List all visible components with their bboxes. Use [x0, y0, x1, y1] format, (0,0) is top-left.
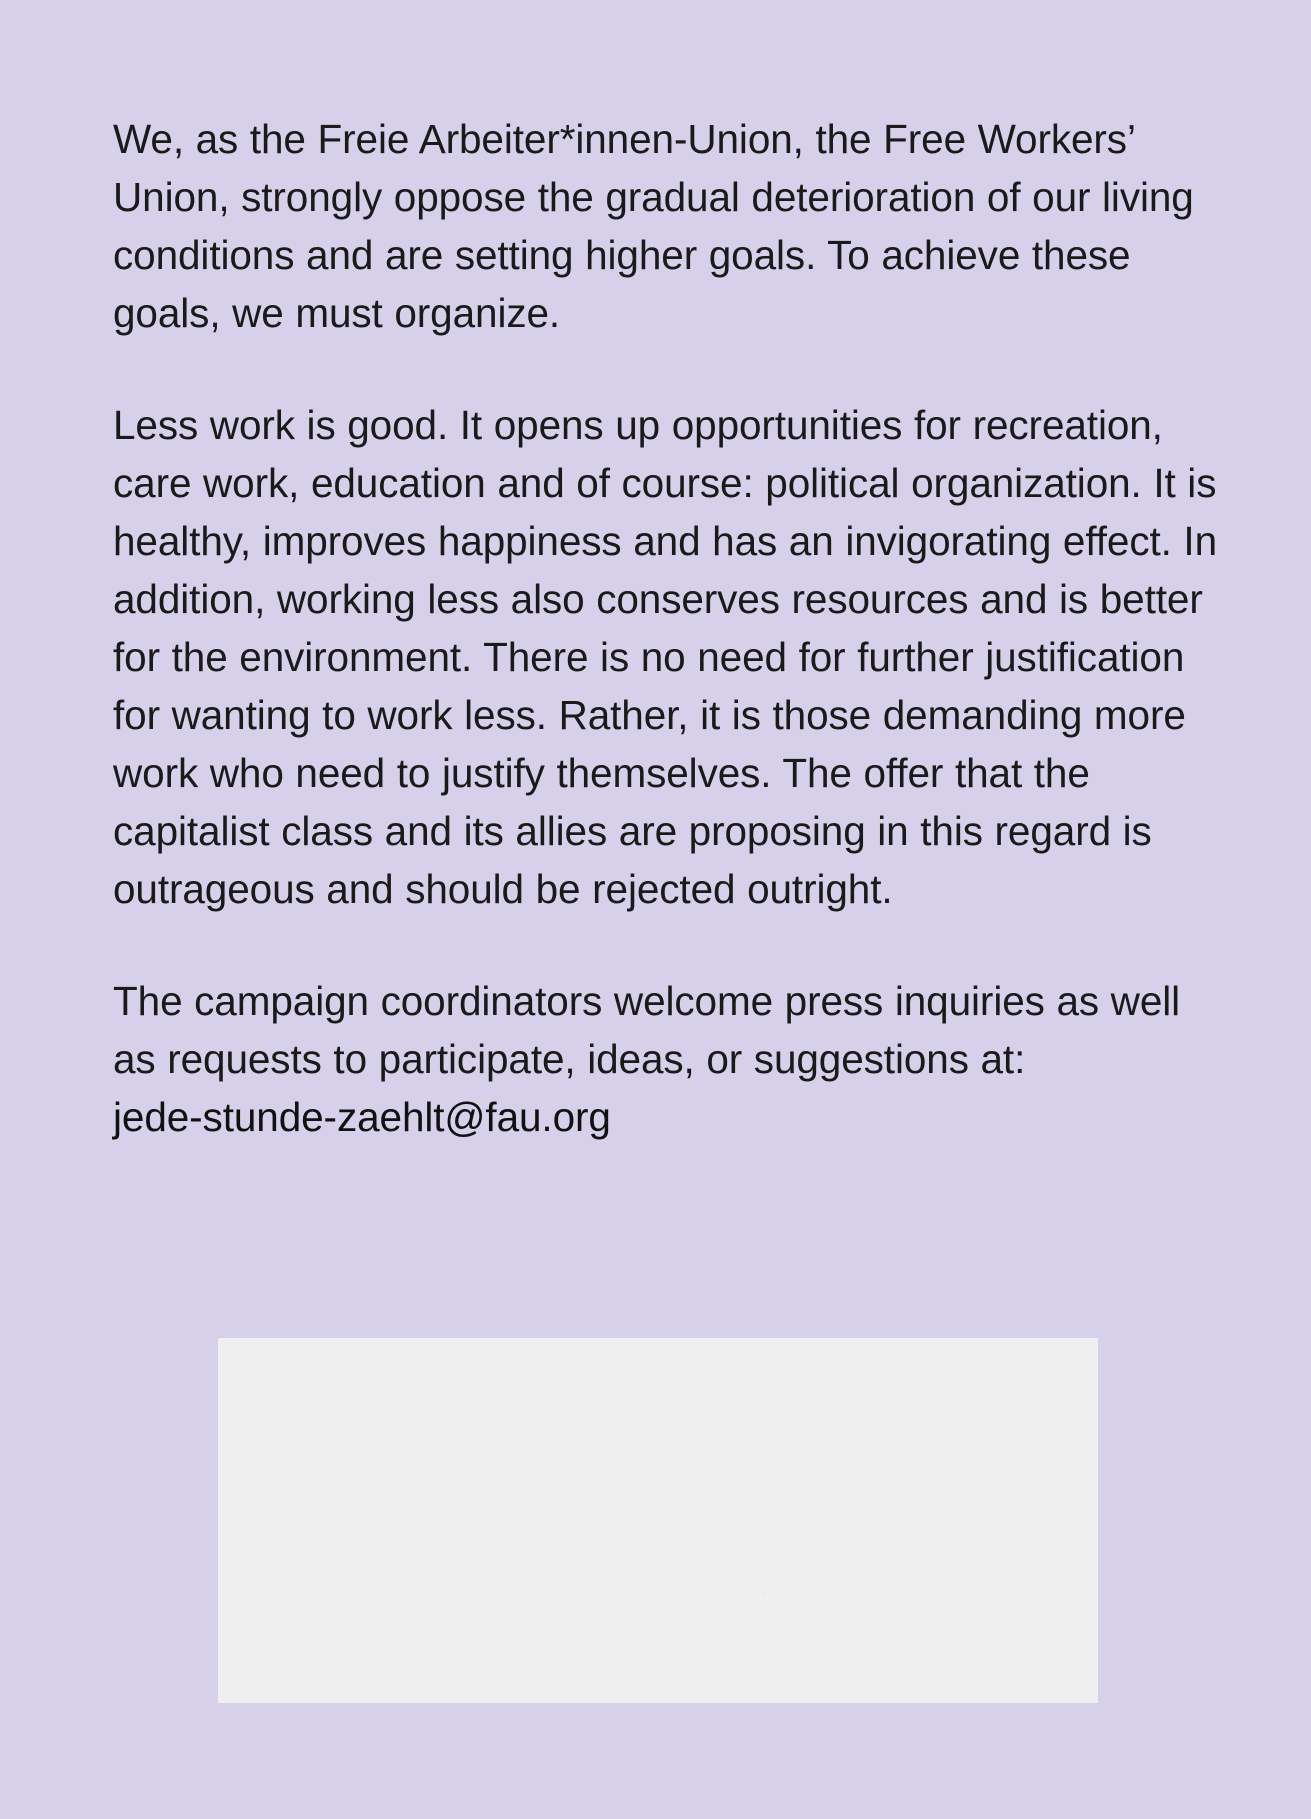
contact-email[interactable]: jede-stunde-zaehlt@fau.org [113, 1094, 611, 1140]
paragraph-contact [113, 972, 1223, 1146]
contact-intro-text: The campaign coordinators welcome press inquiries as well as requests to participate, ideas, or suggestions at: [113, 978, 1181, 1082]
blank-image-area [218, 1338, 1098, 1703]
paragraph-intro: We, as the Freie Arbeiter*innen-Union, the Free Workers’ Union, strongly oppose the gradual deterioration of our living conditions and are setting higher goals. To achieve these goals, we must organize. [113, 116, 1194, 336]
paragraph-argument: Less work is good. It opens up opportunities for recreation, care work, education and of course: political organization. It is healthy, improves happiness and has an invigorating effect. In addition, working less also conserves resources and is better for the environment. There is no need for further justification for wanting to work less. Rather, it is those demanding more work who need to justify themselves. The offer that the capitalist class and its allies are proposing in this regard is outrageous and should be rejected outright. [113, 402, 1217, 912]
document-body [113, 110, 1223, 1146]
